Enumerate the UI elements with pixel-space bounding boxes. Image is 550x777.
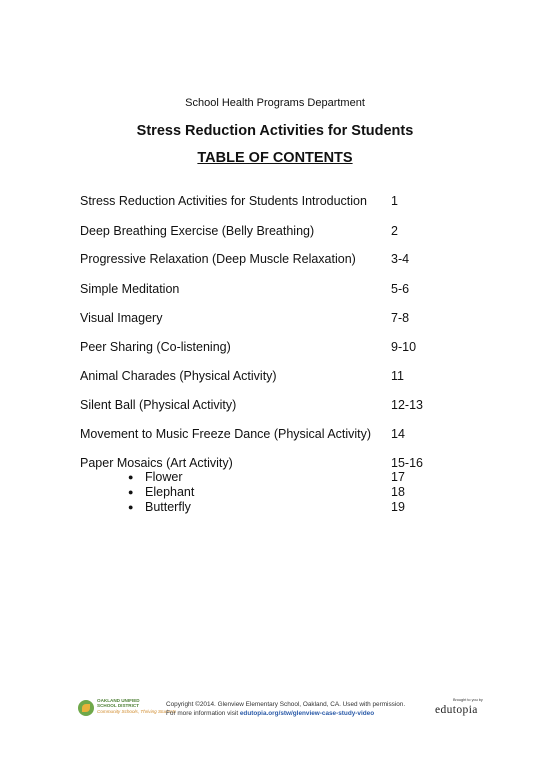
toc-subentry-page: 18 [391, 485, 405, 499]
toc-subentry-label: Flower [145, 470, 183, 484]
toc-entry-label: Animal Charades (Physical Activity) [80, 369, 277, 383]
toc-subentry-label: Elephant [145, 485, 195, 499]
toc-entry-page: 15-16 [391, 456, 423, 470]
edutopia-link[interactable]: edutopia.org/stw/glenview-case-study-video [239, 710, 375, 717]
toc-entry-label: Peer Sharing (Co-listening) [80, 340, 231, 354]
toc-entry-visual-imagery [80, 310, 480, 326]
document-title: Stress Reduction Activities for Students [136, 123, 414, 139]
toc-entry-page: 7-8 [391, 311, 410, 325]
toc-entry-page: 2 [391, 224, 398, 238]
toc-entry-label: Silent Ball (Physical Activity) [80, 398, 237, 412]
ousd-logo-line2: SCHOOL DISTRICT [97, 703, 140, 709]
toc-entry-animal-charades [80, 368, 480, 384]
more-info-prefix: For more information visit [166, 710, 240, 717]
toc-subentry-elephant [128, 485, 428, 500]
toc-entry-page: 9-10 [391, 340, 417, 354]
toc-entry-label: Deep Breathing Exercise (Belly Breathing) [80, 224, 315, 238]
page-footer [78, 694, 488, 724]
toc-entry-peer-sharing [80, 339, 480, 355]
toc-entry-progressive-relaxation [80, 251, 480, 267]
toc-entry-page: 14 [391, 427, 405, 441]
bullet-icon: ● [128, 502, 134, 512]
toc-subentry-butterfly [128, 500, 428, 515]
ousd-logo-line1: OAKLAND UNIFIED [97, 698, 140, 703]
toc-entry-page: 3-4 [391, 252, 410, 266]
bullet-icon: ● [128, 472, 134, 482]
toc-entry-deep-breathing [80, 223, 480, 239]
ousd-logo-text [97, 698, 176, 714]
brought-to-you-by: Brought to you by [453, 698, 483, 702]
more-info-line [166, 709, 405, 718]
toc-subentry-label: Butterfly [145, 500, 191, 514]
toc-entry-label: Movement to Music Freeze Dance (Physical Activity) [80, 427, 372, 441]
toc-entry-paper-mosaics [80, 455, 480, 471]
toc-entry-page: 1 [391, 194, 398, 208]
toc-entry-silent-ball [80, 397, 480, 413]
copyright-text: Copyright ©2014. Glenview Elementary School, Oakland, CA. Used with permission. [166, 701, 406, 708]
toc-entry-introduction [80, 193, 480, 209]
edutopia-logo: edutopia [435, 704, 478, 716]
toc-entry-label: Paper Mosaics (Art Activity) [80, 456, 233, 470]
ousd-logo-tagline: Community Schools, Thriving Students [97, 708, 177, 714]
toc-entry-page: 5-6 [391, 282, 410, 296]
toc-heading: TABLE OF CONTENTS [197, 150, 353, 166]
toc-subentry-flower [128, 470, 428, 485]
toc-entry-page: 12-13 [391, 398, 423, 412]
toc-entry-simple-meditation [80, 281, 480, 297]
department-name: School Health Programs Department [185, 97, 365, 109]
toc-entry-label: Progressive Relaxation (Deep Muscle Relaxation) [80, 252, 356, 266]
toc-entry-label: Visual Imagery [80, 311, 163, 325]
toc-entry-page: 11 [391, 369, 404, 383]
leaf-icon [78, 700, 94, 716]
toc-entry-freeze-dance [80, 426, 480, 442]
toc-subentry-page: 19 [391, 500, 405, 514]
copyright-notice [166, 700, 405, 718]
ousd-logo [78, 696, 177, 722]
bullet-icon: ● [128, 487, 134, 497]
toc-entry-label: Simple Meditation [80, 282, 180, 296]
toc-subentry-page: 17 [391, 470, 405, 484]
toc-entry-label: Stress Reduction Activities for Students Introduction [80, 194, 367, 208]
